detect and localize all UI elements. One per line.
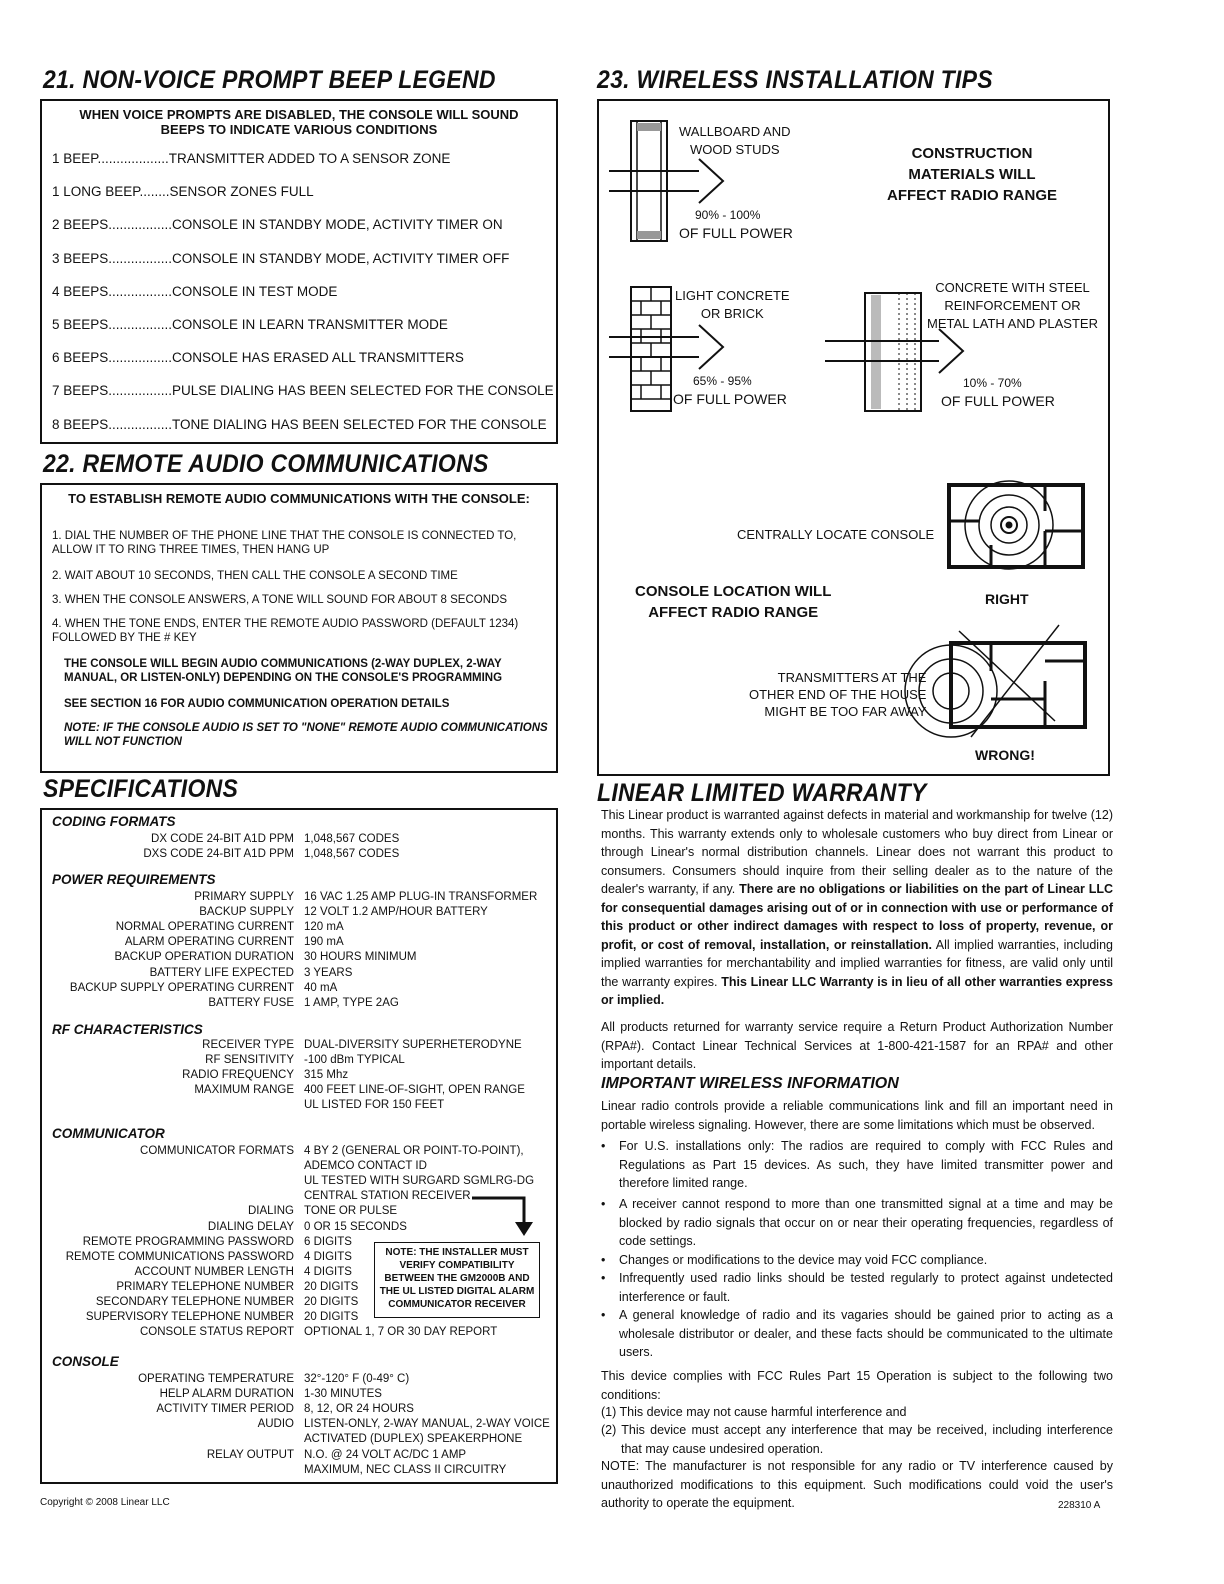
spec-label: BATTERY FUSE <box>208 996 294 1009</box>
fcc-condition-2: (2) This device must accept any interference that may be received, including interference that may cause undesired operation. <box>601 1423 1113 1456</box>
spec-value: CENTRAL STATION RECEIVER <box>304 1190 471 1203</box>
remote-audio-header: TO ESTABLISH REMOTE AUDIO COMMUNICATIONS WITH THE CONSOLE: <box>68 491 530 506</box>
specifications-box <box>40 808 558 1484</box>
light-concrete-label: LIGHT CONCRETE OR BRICK <box>675 288 790 321</box>
spec-value: 20 DIGITS <box>304 1311 359 1324</box>
spec-label: ALARM OPERATING CURRENT <box>124 936 294 949</box>
remote-audio-begin-note: THE CONSOLE WILL BEGIN AUDIO COMMUNICATIONS (2-WAY DUPLEX, 2-WAY MANUAL, OR LISTEN-ONLY) DEPENDING ON THE CONSOLE'S PROGRAMMING <box>64 658 503 684</box>
spec-value: 20 DIGITS <box>304 1296 359 1308</box>
spec-value: 1-30 MINUTES <box>304 1388 382 1401</box>
spec-value: 120 mA <box>304 921 344 934</box>
transmitters-far-label: TRANSMITTERS AT THE OTHER END OF THE HOUSE MIGHT BE TOO FAR AWAY <box>749 670 927 719</box>
beep-legend-item: 1 BEEP...................TRANSMITTER ADDED TO A SENSOR ZONE <box>52 151 451 166</box>
remote-audio-box <box>40 483 558 773</box>
beep-legend-item: 3 BEEPS.................CONSOLE IN STANDBY MODE, ACTIVITY TIMER OFF <box>52 250 510 266</box>
spec-value: ADEMCO CONTACT ID <box>304 1160 427 1173</box>
specifications-title: SPECIFICATIONS <box>43 775 239 803</box>
spec-value: N.O. @ 24 VOLT AC/DC 1 AMP <box>304 1448 467 1461</box>
steel-concrete-of-power: OF FULL POWER <box>941 393 1055 409</box>
spec-label: ACTIVITY TIMER PERIOD <box>156 1403 294 1416</box>
spec-label: PRIMARY TELEPHONE NUMBER <box>116 1280 294 1293</box>
spec-label: BACKUP SUPPLY OPERATING CURRENT <box>69 981 294 994</box>
spec-value: 4 BY 2 (GENERAL OR POINT-TO-POINT), <box>304 1145 524 1157</box>
bullet-knowledge: • A general knowledge of radio and its vagaries should be gained prior to acting as a wholesale distributor or dealer, and these facts should be communicated to the ultimate users. <box>601 1308 1113 1359</box>
spec-value: 30 HOURS MINIMUM <box>304 951 417 964</box>
spec-value: 4 DIGITS <box>304 1250 352 1263</box>
spec-label: RELAY OUTPUT <box>206 1448 294 1461</box>
communicator-heading: COMMUNICATOR <box>52 1126 165 1141</box>
right-floorplan-icon <box>949 481 1083 569</box>
warranty-rpa-paragraph: All products returned for warranty service require a Return Product Authorization Number (RPA#). Contact Linear Technical Services at 1-800-421-1587 for an RPA# and other important details. <box>601 1020 1113 1071</box>
spec-value: UL LISTED FOR 150 FEET <box>304 1099 445 1112</box>
spec-label: AUDIO <box>257 1418 294 1431</box>
console-heading: CONSOLE <box>52 1354 119 1369</box>
spec-label: SUPERVISORY TELEPHONE NUMBER <box>85 1311 294 1324</box>
remote-audio-step-1: 1. DIAL THE NUMBER OF THE PHONE LINE THAT THE CONSOLE IS CONNECTED TO, ALLOW IT TO RING THREE TIMES, THEN HANG UP <box>52 530 517 556</box>
beep-legend-item: 6 BEEPS.................CONSOLE HAS ERASED ALL TRANSMITTERS <box>52 350 464 366</box>
beep-legend-item: 7 BEEPS.................PULSE DIALING HAS BEEN SELECTED FOR THE CONSOLE <box>52 383 554 399</box>
spec-value: 6 DIGITS <box>304 1235 352 1248</box>
wallboard-of-power: OF FULL POWER <box>679 225 793 241</box>
spec-label: RECEIVER TYPE <box>202 1039 294 1051</box>
down-arrow-icon <box>462 1192 542 1242</box>
warranty-title: LINEAR LIMITED WARRANTY <box>597 779 927 807</box>
spec-value: 3 YEARS <box>304 966 353 979</box>
bullet-modifications: • Changes or modifications to the device may void FCC compliance. <box>601 1253 988 1267</box>
beep-legend-title: 21. NON-VOICE PROMPT BEEP LEGEND <box>43 66 496 94</box>
beep-legend-item: 2 BEEPS.................CONSOLE IN STANDBY MODE, ACTIVITY TIMER ON <box>52 217 503 233</box>
important-info-title: IMPORTANT WIRELESS INFORMATION <box>601 1075 899 1092</box>
spec-label: ACCOUNT NUMBER LENGTH <box>134 1265 294 1278</box>
spec-label: REMOTE PROGRAMMING PASSWORD <box>82 1235 294 1248</box>
bullet-testing: • Infrequently used radio links should be tested regularly to protect against undetected interference or fault. <box>601 1271 1113 1304</box>
spec-value: MAXIMUM, NEC CLASS II CIRCUITRY <box>304 1463 507 1476</box>
spec-value: LISTEN-ONLY, 2-WAY MANUAL, 2-WAY VOICE <box>304 1418 550 1431</box>
spec-label: COMMUNICATOR FORMATS <box>140 1145 294 1157</box>
spec-label: DIALING DELAY <box>207 1220 294 1233</box>
spec-label: NORMAL OPERATING CURRENT <box>115 921 294 934</box>
wrong-label: WRONG! <box>975 747 1035 763</box>
rf-characteristics-heading: RF CHARACTERISTICS <box>52 1022 203 1037</box>
spec-value: 32°-120° F (0-49° C) <box>304 1373 410 1385</box>
spec-value: 16 VAC 1.25 AMP PLUG-IN TRANSFORMER <box>304 891 538 903</box>
brick-wall-icon <box>631 287 671 411</box>
spec-label: CONSOLE STATUS REPORT <box>140 1326 294 1339</box>
wireless-tips-title: 23. WIRELESS INSTALLATION TIPS <box>597 66 993 94</box>
spec-label: RADIO FREQUENCY <box>182 1069 294 1082</box>
spec-value: 400 FEET LINE-OF-SIGHT, OPEN RANGE <box>304 1084 525 1097</box>
remote-audio-step-4: 4. WHEN THE TONE ENDS, ENTER THE REMOTE AUDIO PASSWORD (DEFAULT 1234) FOLLOWED BY THE # KEY <box>52 618 519 644</box>
bullet-fcc-part15: • For U.S. installations only: The radios are required to comply with FCC Rules and Regulations as Part 15 devices. As such, they have limited transmitter power and therefore limited range. <box>601 1139 1113 1190</box>
centrally-locate-label: CENTRALLY LOCATE CONSOLE <box>737 527 935 542</box>
spec-label: BACKUP SUPPLY <box>199 906 294 919</box>
spec-value: 1 AMP, TYPE 2AG <box>304 996 399 1009</box>
spec-value: TONE OR PULSE <box>304 1205 398 1218</box>
wallboard-percent: 90% - 100% <box>695 208 761 222</box>
spec-label: DX CODE 24-BIT A1D PPM <box>151 833 294 845</box>
light-concrete-of-power: OF FULL POWER <box>673 391 787 407</box>
spec-value: OPTIONAL 1, 7 OR 30 DAY REPORT <box>304 1326 498 1339</box>
spec-value: DUAL-DIVERSITY SUPERHETERODYNE <box>304 1039 522 1051</box>
wallboard-label: WALLBOARD AND WOOD STUDS <box>679 124 791 157</box>
spec-label: HELP ALARM DURATION <box>159 1388 294 1401</box>
spec-value: 190 mA <box>304 936 344 949</box>
spec-label: BATTERY LIFE EXPECTED <box>149 966 294 979</box>
spec-label: RF SENSITIVITY <box>205 1054 294 1067</box>
spec-value: 8, 12, OR 24 HOURS <box>304 1403 414 1416</box>
spec-value: 20 DIGITS <box>304 1280 359 1293</box>
fcc-condition-1: (1) This device may not cause harmful interference and <box>601 1405 907 1419</box>
remote-audio-step-3: 3. WHEN THE CONSOLE ANSWERS, A TONE WILL SOUND FOR ABOUT 8 SECONDS <box>52 594 507 606</box>
spec-value: 1,048,567 CODES <box>304 848 400 861</box>
console-location-note: CONSOLE LOCATION WILL AFFECT RADIO RANGE <box>635 583 832 621</box>
spec-value: 1,048,567 CODES <box>304 833 400 845</box>
remote-audio-section-ref: SEE SECTION 16 FOR AUDIO COMMUNICATION OPERATION DETAILS <box>64 698 450 710</box>
spec-value: -100 dBm TYPICAL <box>304 1054 405 1067</box>
spec-value: 40 mA <box>304 981 338 994</box>
installer-note-box: NOTE: THE INSTALLER MUST VERIFY COMPATIBILITY BETWEEN THE GM2000B AND THE UL LISTED DIGITAL ALARM COMMUNICATOR RECEIVER <box>374 1242 540 1318</box>
wireless-tips-box <box>597 99 1110 776</box>
bullet-receiver-blocking: • A receiver cannot respond to more than one transmitted signal at a time and may be blocked by radio signals that occur on or near their operating frequencies, regardless of code settings. <box>601 1197 1113 1248</box>
steel-wall-icon <box>865 293 921 411</box>
spec-label: SECONDARY TELEPHONE NUMBER <box>95 1296 294 1308</box>
remote-audio-step-2: 2. WAIT ABOUT 10 SECONDS, THEN CALL THE CONSOLE A SECOND TIME <box>52 570 458 582</box>
coding-formats-heading: CODING FORMATS <box>52 814 176 829</box>
spec-value: UL TESTED WITH SURGARD SGMLRG-DG <box>304 1175 535 1188</box>
steel-concrete-label: CONCRETE WITH STEEL REINFORCEMENT OR METAL LATH AND PLASTER <box>927 280 1098 331</box>
spec-value: 315 Mhz <box>304 1069 349 1082</box>
beep-legend-item: 4 BEEPS.................CONSOLE IN TEST MODE <box>52 283 338 299</box>
wrong-floorplan-icon <box>905 625 1085 737</box>
important-intro: Linear radio controls provide a reliable communications link and fill an important need in portable wireless signaling. However, there are some limitations which must be observed. <box>601 1099 1113 1132</box>
power-requirements-heading: POWER REQUIREMENTS <box>52 872 216 887</box>
remote-audio-none-note: NOTE: IF THE CONSOLE AUDIO IS SET TO "NONE" REMOTE AUDIO COMMUNICATIONS WILL NOT FUNCTION <box>64 722 548 748</box>
remote-audio-title: 22. REMOTE AUDIO COMMUNICATIONS <box>43 450 489 478</box>
warranty-paragraph: This Linear product is warranted against defects in material and workmanship for twelve (12) months. This warranty extends only to wholesale customers who buy direct from Linear or through Linear's normal distribution channels. Linear does not warrant this product to consumers. Consumers should inquire from their selling dealer as to the nature of the dealer's warranty, if any. There are no obligations or liabilities on the part of Linear LLC for consequential damages arising out of or in connection with use or performance of this product or other indirect damages with respect to loss of property, revenue, or profit, or cost of removal, installation, or reinstallation. All implied warranties, including implied warranties for merchantability and implied warranties for fitness, are valid only until the warranty expires. This Linear LLC Warranty is in lieu of all other warranties express or implied. <box>601 808 1114 1007</box>
spec-value: ACTIVATED (DUPLEX) SPEAKERPHONE <box>304 1433 523 1446</box>
part-number: 228310 A <box>1058 1500 1101 1511</box>
spec-label: REMOTE COMMUNICATIONS PASSWORD <box>65 1250 294 1263</box>
right-label: RIGHT <box>985 591 1029 607</box>
beep-legend-header: WHEN VOICE PROMPTS ARE DISABLED, THE CONSOLE WILL SOUND BEEPS TO INDICATE VARIOUS CONDITIONS <box>79 107 519 137</box>
fcc-compliance: This device complies with FCC Rules Part 15 Operation is subject to the following two conditions: <box>601 1369 1113 1402</box>
spec-label: BACKUP OPERATION DURATION <box>114 951 294 964</box>
spec-label: DXS CODE 24-BIT A1D PPM <box>143 848 294 861</box>
spec-value: 0 OR 15 SECONDS <box>304 1220 407 1233</box>
spec-value: 12 VOLT 1.2 AMP/HOUR BATTERY <box>304 906 488 919</box>
spec-label: OPERATING TEMPERATURE <box>138 1373 294 1385</box>
spec-label: PRIMARY SUPPLY <box>194 891 294 903</box>
beep-legend-item: 1 LONG BEEP........SENSOR ZONES FULL <box>52 184 314 200</box>
copyright: Copyright © 2008 Linear LLC <box>40 1497 170 1508</box>
manufacturer-note: NOTE: The manufacturer is not responsible for any radio or TV interference caused by unauthorized modifications to this equipment. Such modifications could void the user's authority to operate the equipment. <box>601 1459 1113 1510</box>
steel-concrete-percent: 10% - 70% <box>963 376 1022 390</box>
spec-value: 4 DIGITS <box>304 1265 352 1278</box>
construction-materials-note: CONSTRUCTION MATERIALS WILL AFFECT RADIO RANGE <box>887 145 1057 204</box>
wallboard-wall-icon <box>631 121 667 241</box>
spec-label: DIALING <box>247 1205 294 1218</box>
beep-legend-item: 5 BEEPS.................CONSOLE IN LEARN TRANSMITTER MODE <box>52 317 448 332</box>
light-concrete-percent: 65% - 95% <box>693 374 752 388</box>
beep-legend-item: 8 BEEPS.................TONE DIALING HAS BEEN SELECTED FOR THE CONSOLE <box>52 416 547 432</box>
beep-legend-box <box>40 99 558 444</box>
spec-label: MAXIMUM RANGE <box>194 1084 294 1097</box>
